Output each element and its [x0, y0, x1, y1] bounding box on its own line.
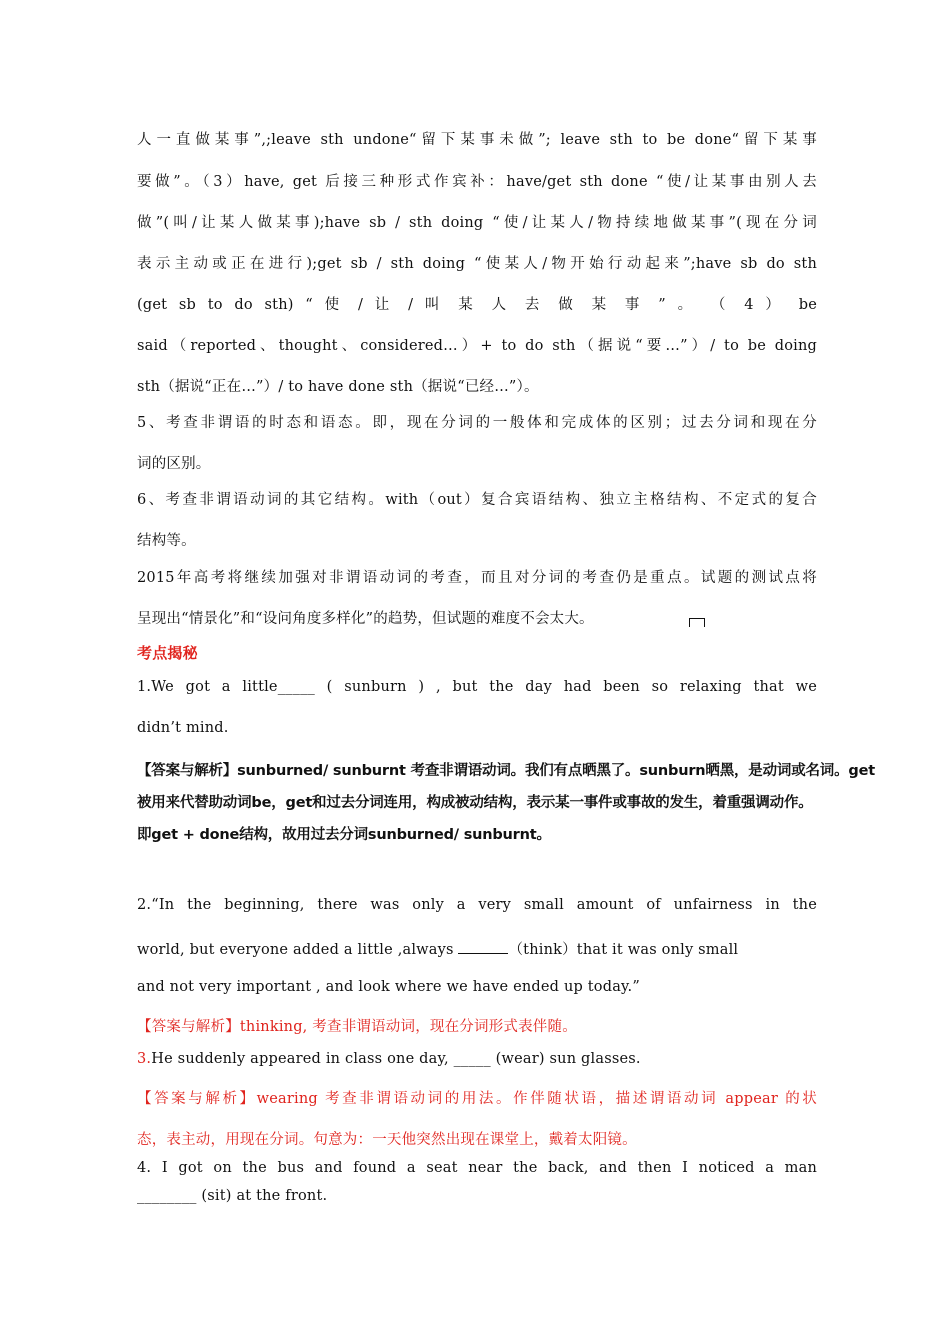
question-1-answer-line-1: 【答案与解析】sunburned/ sunburnt 考查非谓语动词。我们有点晒黑了。sunburn晒黑，是动词或名词。get: [137, 763, 875, 779]
question-2-line-3: and not very important , and look where we have ended up today.”: [137, 979, 640, 995]
question-4-line-1: 4. I got on the bus and found a seat near the back, and then I noticed a man: [137, 1160, 817, 1176]
intro-line: (get sb to do sth) “ 使 / 让 / 叫 某 人 去 做 某 事 ” 。 （ 4 ） be: [137, 297, 817, 313]
question-1-line-2: didn’t mind.: [137, 720, 229, 736]
question-2-line-2-start: world, but everyone added a little ,always: [137, 942, 459, 958]
intro-line: said（reported、thought、considered…）+ to do sth（据说“要…”）/ to be doing: [137, 338, 817, 354]
intro-line: 表示主动或正在进行);get sb / sth doing “使某人/物开始行动起来”;have sb do sth: [137, 256, 817, 272]
intro-line: 人一直做某事”,;leave sth undone“留下某事未做”; leave sth to be done“留下某事: [137, 132, 817, 148]
question-3-answer-line-1: 【答案与解析】wearing 考查非谓语动词的用法。作伴随状语，描述谓语动词 appear 的状: [137, 1091, 817, 1107]
section-heading: 考点揭秘: [137, 644, 198, 662]
question-1-answer-line-3: 即get + done结构，故用过去分词sunburned/ sunburnt。: [137, 827, 551, 843]
answer-blank: [458, 941, 508, 954]
intro-line: 要做”。（3）have, get 后接三种形式作宾补：have/get sth done “使/让某事由别人去: [137, 174, 817, 190]
intro-line: 呈现出“情景化”和“设问角度多样化”的趋势，但试题的难度不会太大。: [137, 611, 594, 627]
question-2-line-2-end: （think）that it was only small: [508, 942, 739, 958]
intro-line: 词的区别。: [137, 456, 211, 472]
question-3-line: [137, 1051, 817, 1067]
intro-line: 5、考查非谓语的时态和语态。即，现在分词的一般体和完成体的区别；过去分词和现在分: [137, 415, 817, 431]
intro-line: 做”(叫/让某人做某事);have sb / sth doing “使/让某人/物持续地做某事”(现在分词: [137, 215, 817, 231]
question-2-line-1: 2.“In the beginning, there was only a very small amount of unfairness in the: [137, 897, 817, 913]
question-1-line-1: 1.We got a little_____ ( sunburn ) , but the day had been so relaxing that we: [137, 679, 817, 695]
intro-line: 结构等。: [137, 533, 196, 549]
intro-line: 6、考查非谓语动词的其它结构。with（out）复合宾语结构、独立主格结构、不定式的复合: [137, 492, 817, 508]
question-2-line-2: [137, 938, 817, 959]
intro-line: sth（据说“正在…”）/ to have done sth（据说“已经…”）。: [137, 379, 539, 395]
bracket-mark-icon: [689, 618, 705, 627]
question-2-answer: 【答案与解析】thinking, 考查非谓语动词，现在分词形式表伴随。: [137, 1019, 577, 1035]
intro-line: 2015年高考将继续加强对非谓语动词的考查，而且对分词的考查仍是重点。试题的测试点将: [137, 570, 817, 586]
question-3-number: 3.: [137, 1051, 152, 1067]
question-4-line-2: ________ (sit) at the front.: [137, 1188, 328, 1204]
question-3-answer-line-2: 态，表主动，用现在分词。句意为：一天他突然出现在课堂上，戴着太阳镜。: [137, 1132, 637, 1148]
question-3-text: He suddenly appeared in class one day, _____ (wear) sun glasses.: [151, 1051, 641, 1067]
question-1-answer-line-2: 被用来代替助动词be，get和过去分词连用，构成被动结构，表示某一事件或事故的发生，着重强调动作。: [137, 795, 813, 811]
